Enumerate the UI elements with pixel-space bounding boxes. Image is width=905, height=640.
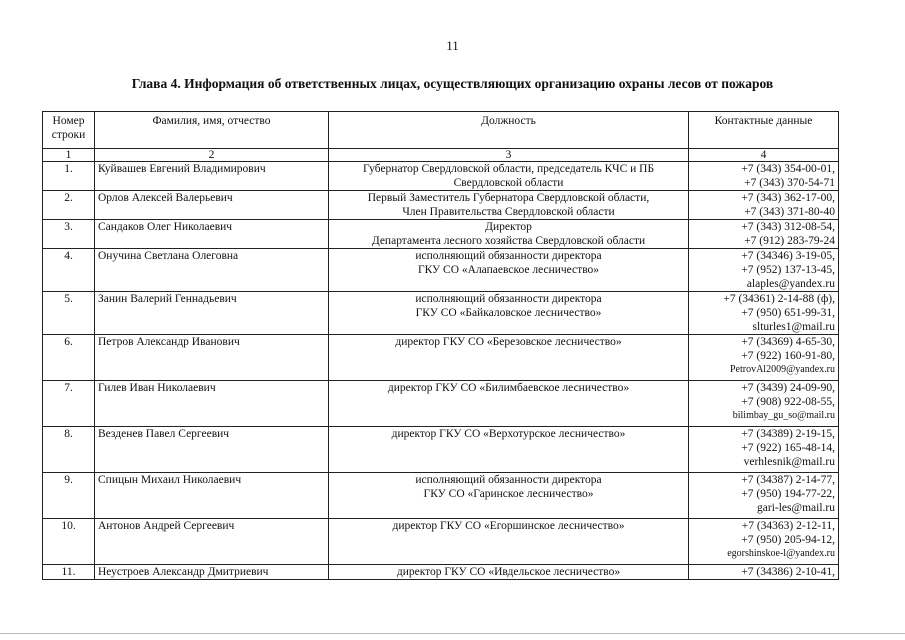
full-name-cell: Везденев Павел Сергеевич — [95, 427, 329, 473]
phone-line: +7 (343) 370-54-71 — [744, 177, 835, 189]
position-cell — [329, 220, 689, 249]
table-row — [43, 473, 839, 519]
email-line: gari-les@mail.ru — [757, 502, 835, 514]
contact-cell — [689, 565, 839, 580]
full-name-cell: Занин Валерий Геннадьевич — [95, 292, 329, 335]
position-line: Член Правительства Свердловской области — [402, 206, 615, 218]
phone-line: +7 (922) 165-48-14, — [741, 442, 835, 454]
position-line: исполняющий обязанности директора — [415, 250, 602, 262]
table-row — [43, 565, 839, 580]
position-line: ГКУ СО «Гаринское лесничество» — [423, 488, 594, 500]
position-line: ГКУ СО «Байкаловское лесничество» — [415, 307, 602, 319]
phone-line: +7 (34386) 2-10-41, — [741, 566, 835, 578]
contact-cell — [689, 335, 839, 381]
table-row — [43, 427, 839, 473]
email-line: egorshinskoe-l@yandex.ru — [727, 548, 835, 559]
header-num — [43, 112, 95, 149]
position-line: Департамента лесного хозяйства Свердловской области — [371, 235, 646, 247]
contact-cell — [689, 519, 839, 565]
full-name-cell: Онучина Светлана Олеговна — [95, 249, 329, 292]
phone-line: +7 (950) 205-94-12, — [741, 534, 835, 546]
header-num-line: строки — [51, 129, 86, 141]
position-cell — [329, 292, 689, 335]
phone-line: +7 (3439) 24-09-90, — [741, 382, 835, 394]
contact-cell — [689, 427, 839, 473]
position-cell — [329, 427, 689, 473]
table-row — [43, 519, 839, 565]
full-name-cell: Петров Александр Иванович — [95, 335, 329, 381]
full-name-cell: Орлов Алексей Валерьевич — [95, 191, 329, 220]
position-cell — [329, 162, 689, 191]
column-number: 1 — [43, 149, 95, 162]
position-cell — [329, 473, 689, 519]
header-row — [43, 112, 839, 149]
contact-cell — [689, 220, 839, 249]
email-line: verhlesnik@mail.ru — [743, 456, 835, 468]
table-row — [43, 162, 839, 191]
position-line: директор ГКУ СО «Егоршинское лесничество» — [392, 520, 625, 532]
full-name-cell: Сандаков Олег Николаевич — [95, 220, 329, 249]
column-number: 2 — [95, 149, 329, 162]
full-name-cell: Спицын Михаил Николаевич — [95, 473, 329, 519]
row-number-cell: 9. — [43, 473, 95, 519]
full-name-cell: Гилев Иван Николаевич — [95, 381, 329, 427]
row-number-cell: 11. — [43, 565, 95, 580]
column-number: 3 — [329, 149, 689, 162]
contact-cell — [689, 249, 839, 292]
phone-line: +7 (343) 362-17-00, — [741, 192, 835, 204]
email-line: slturles1@mail.ru — [752, 321, 835, 333]
contact-cell — [689, 191, 839, 220]
position-line: исполняющий обязанности директора — [415, 474, 602, 486]
responsible-persons-table — [42, 111, 839, 580]
table-row — [43, 220, 839, 249]
position-line: Первый Заместитель Губернатора Свердловской области, — [367, 192, 650, 204]
phone-line: +7 (343) 312-08-54, — [741, 221, 835, 233]
header-num-line: Номер — [52, 115, 85, 127]
phone-line: +7 (343) 354-00-01, — [741, 163, 835, 175]
row-number-cell: 8. — [43, 427, 95, 473]
contact-cell — [689, 292, 839, 335]
row-number-cell: 2. — [43, 191, 95, 220]
position-cell — [329, 519, 689, 565]
full-name-cell: Антонов Андрей Сергеевич — [95, 519, 329, 565]
phone-line: +7 (34387) 2-14-77, — [741, 474, 835, 486]
column-number: 4 — [689, 149, 839, 162]
email-line: PetrovAl2009@yandex.ru — [729, 364, 835, 375]
header-name: Фамилия, имя, отчество — [95, 112, 329, 149]
table-body — [43, 162, 839, 580]
row-number-cell: 4. — [43, 249, 95, 292]
position-line: Губернатор Свердловской области, председатель КЧС и ПБ — [362, 163, 655, 175]
column-numbers-row — [43, 149, 839, 162]
position-line: Свердловской области — [453, 177, 564, 189]
phone-line: +7 (912) 283-79-24 — [744, 235, 835, 247]
phone-line: +7 (950) 194-77-22, — [741, 488, 835, 500]
table-row — [43, 191, 839, 220]
position-line: директор ГКУ СО «Березовское лесничество» — [395, 336, 622, 348]
header-contact: Контактные данные — [689, 112, 839, 149]
position-line: директор ГКУ СО «Ивдельское лесничество» — [396, 566, 621, 578]
position-cell — [329, 191, 689, 220]
phone-line: +7 (908) 922-08-55, — [741, 396, 835, 408]
page-bottom-edge — [0, 633, 905, 634]
position-line: исполняющий обязанности директора — [415, 293, 602, 305]
full-name-cell: Неустроев Александр Дмитриевич — [95, 565, 329, 580]
table-row — [43, 292, 839, 335]
row-number-cell: 10. — [43, 519, 95, 565]
contact-cell — [689, 162, 839, 191]
phone-line: +7 (950) 651-99-31, — [741, 307, 835, 319]
table-row — [43, 335, 839, 381]
position-cell — [329, 335, 689, 381]
row-number-cell: 5. — [43, 292, 95, 335]
email-line: bilimbay_gu_so@mail.ru — [732, 410, 835, 421]
phone-line: +7 (34389) 2-19-15, — [741, 428, 835, 440]
phone-line: +7 (922) 160-91-80, — [741, 350, 835, 362]
position-cell — [329, 565, 689, 580]
position-line: ГКУ СО «Алапаевское лесничество» — [417, 264, 600, 276]
phone-line: +7 (952) 137-13-45, — [741, 264, 835, 276]
full-name-cell: Куйвашев Евгений Владимирович — [95, 162, 329, 191]
chapter-title: Глава 4. Информация об ответственных лицах, осуществляющих организацию охраны лесов от пожаров — [131, 76, 774, 91]
row-number-cell: 3. — [43, 220, 95, 249]
header-position: Должность — [329, 112, 689, 149]
phone-line: +7 (34346) 3-19-05, — [741, 250, 835, 262]
phone-line: +7 (343) 371-80-40 — [744, 206, 835, 218]
position-cell — [329, 249, 689, 292]
position-line: директор ГКУ СО «Билимбаевское лесничество» — [387, 382, 630, 394]
row-number-cell: 1. — [43, 162, 95, 191]
phone-line: +7 (34369) 4-65-30, — [741, 336, 835, 348]
row-number-cell: 7. — [43, 381, 95, 427]
position-line: директор ГКУ СО «Верхотурское лесничество» — [391, 428, 626, 440]
row-number-cell: 6. — [43, 335, 95, 381]
position-line: Директор — [485, 221, 532, 233]
page-number: 11 — [446, 38, 459, 53]
table-row — [43, 381, 839, 427]
contact-cell — [689, 381, 839, 427]
phone-line: +7 (34363) 2-12-11, — [741, 520, 835, 532]
phone-line: +7 (34361) 2-14-88 (ф), — [723, 293, 835, 305]
email-line: alaples@yandex.ru — [746, 278, 835, 290]
table-row — [43, 249, 839, 292]
position-cell — [329, 381, 689, 427]
contact-cell — [689, 473, 839, 519]
